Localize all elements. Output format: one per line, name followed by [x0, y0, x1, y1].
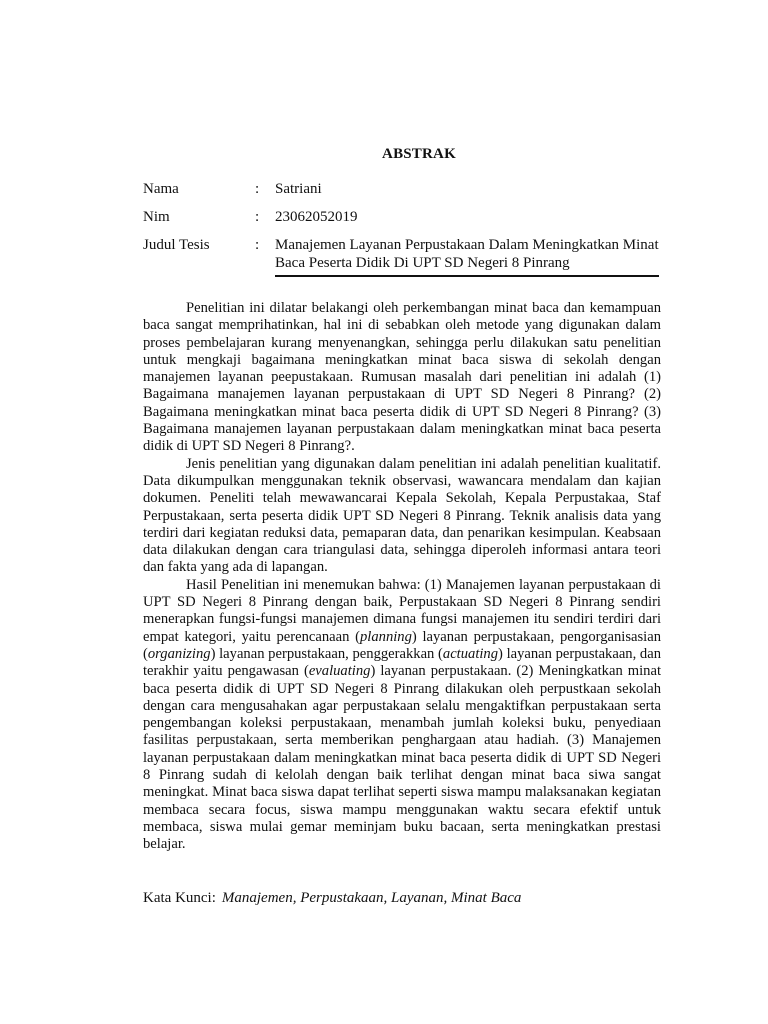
meta-label: Nim	[143, 209, 170, 225]
abstract-paragraph	[143, 456, 661, 577]
paragraph-text: ) layanan perpustakaan. (2) Meningkatkan minat baca peserta didik di UPT SD Negeri 8 Pinrang dilakukan oleh perpustkaan sekolah dengan cara mengusahakan agar perpustakaan selalu mengaktifkan perpustakaan serta pengembangan koleksi perpustakaan, menambah jumlah koleksi buku, penyediaan fasilitas perpustakaan, serta memberikan penghargaan atau hadiah. (3) Manajemen layanan perpustakaan dalam meningkatkan minat baca peserta didik di UPT SD Negeri 8 Pinrang sudah di kelolah dengan baik terlihat dengan minat baca siwa sangat meningkat. Minat baca siswa dapat terlihat seperti siswa mampu malaksanakan kegiatan membaca secara focus, siswa mampu menggunakan waktu secara efektif untuk membaca, siswa mulai gemar meminjam buku bacaan, serta meningkatkan prestasi belajar.	[143, 663, 661, 853]
keywords-line	[143, 889, 521, 907]
paragraph-text: Penelitian ini dilatar belakangi oleh perkembangan minat baca dan kemampuan baca sangat memprihatinkan, hal ini di sebabkan oleh metode yang digunakan dalam proses pembelajaran kurang menyenangkan, sehingga perlu dilakukan satu penelitian untuk mengkaji bagaimana meningkatkan minat baca siswa di sekolah dengan manajemen layanan peepustakaan. Rumusan masalah dari penelitian ini adalah (1) Bagaimana manajemen layanan perpustakaan di UPT SD Negeri 8 Pinrang? (2) Bagaimana meningkatkan minat baca peserta didik di UPT SD Negeri 8 Pinrang? (3) Bagaimana manajemen layanan perpustakaan dalam meningkatkan minat baca peserta didik di UPT SD Negeri 8 Pinrang?.	[143, 300, 661, 455]
meta-colon: :	[255, 181, 260, 197]
title-underline-divider	[275, 275, 659, 277]
abstract-paragraph	[143, 300, 661, 456]
meta-value: Satriani	[275, 181, 322, 197]
paragraph-text: ) layanan perpustakaan, penggerakkan (	[210, 645, 443, 662]
meta-value: 23062052019	[275, 209, 358, 225]
italic-term: organizing	[147, 645, 211, 662]
meta-label: Nama	[143, 181, 179, 197]
italic-term: evaluating	[308, 663, 371, 680]
meta-label: Judul Tesis	[143, 237, 210, 253]
meta-colon: :	[255, 209, 260, 225]
abstract-body	[143, 300, 661, 854]
keywords-value: Manajemen, Perpustakaan, Layanan, Minat Baca	[221, 890, 522, 906]
paragraph-text: Hasil Penelitian ini menemukan bahwa: (1) Manajemen layanan perpustakaan di UPT SD Negeri 8 Pinrang dengan baik, Perpustakaan SD Negeri 8 Pinrang sendiri menerapkan fungsi-fungsi manajemen dimana fungsi manajemen itu sendiri terdiri dari empat kategori, yaitu perencanaan (	[143, 576, 661, 645]
abstract-paragraph	[143, 577, 661, 854]
italic-term: planning	[360, 628, 412, 645]
meta-colon: :	[255, 237, 260, 253]
paragraph-text: ) layanan perpustakaan, dan terakhir yaitu pengawasan (	[143, 645, 662, 680]
paragraph-text: ) layanan perpustakaan, pengorganisasian (	[143, 628, 662, 662]
paragraph-text: Jenis penelitian yang digunakan dalam penelitian ini adalah penelitian kualitatif. Data dikumpulkan menggunakan teknik observasi, wawancara mendalam dan kajian dokumen. Peneliti telah mewawancarai Kepala Sekolah, Kepala Perpustakaa, Staf Perpustakaan, serta peserta didik UPT SD Negeri 8 Pinrang. Teknik analisis data yang terdiri dari kegiatan reduksi data, pemaparan data, dan penarikan kesimpulan. Keabsaan data dilakukan dengan cara triangulasi data, sehingga diperoleh informasi antara teori dan fakta yang ada di lapangan.	[143, 455, 661, 576]
italic-term: actuating	[442, 645, 499, 662]
keywords-label: Kata Kunci:	[143, 890, 216, 906]
document-title: ABSTRAK	[382, 146, 456, 162]
meta-value: Manajemen Layanan Perpustakaan Dalam Meningkatkan Minat Baca Peserta Didik Di UPT SD Negeri 8 Pinrang	[275, 237, 659, 271]
